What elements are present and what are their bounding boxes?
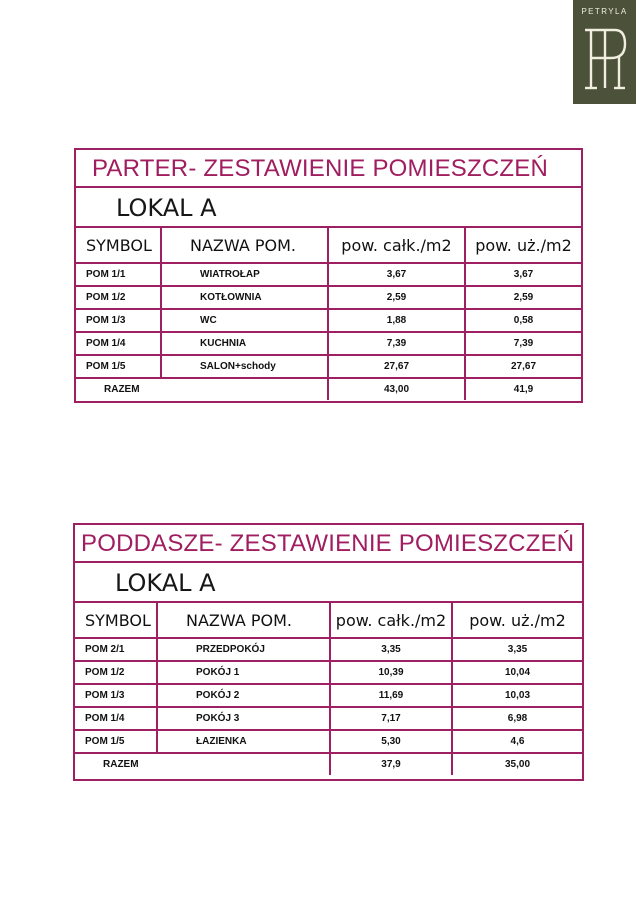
cell-room-name: WIATROŁAP — [161, 263, 328, 286]
cell-usable-area: 6,98 — [452, 707, 582, 730]
cell-symbol: POM 2/1 — [75, 638, 157, 661]
table-title: PODDASZE- ZESTAWIENIE POMIESZCZEŃ — [75, 525, 582, 563]
table-row — [75, 638, 582, 661]
cell-symbol: POM 1/2 — [75, 661, 157, 684]
brand-name: PETRYLA — [581, 7, 628, 16]
table-row — [75, 661, 582, 684]
cell-symbol: POM 1/1 — [76, 263, 161, 286]
column-header-usable-area: pow. uż./m2 — [465, 228, 581, 263]
cell-room-name: POKÓJ 2 — [157, 684, 330, 707]
cell-usable-area: 10,04 — [452, 661, 582, 684]
cell-usable-area: 2,59 — [465, 286, 581, 309]
poddasze-table — [73, 523, 584, 781]
cell-room-name: POKÓJ 1 — [157, 661, 330, 684]
room-schedule — [75, 603, 582, 775]
total-gross-area: 43,00 — [328, 378, 465, 400]
cell-symbol: POM 1/4 — [76, 332, 161, 355]
column-header-usable-area: pow. uż./m2 — [452, 603, 582, 638]
total-usable-area: 41,9 — [465, 378, 581, 400]
cell-symbol: POM 1/3 — [76, 309, 161, 332]
cell-gross-area: 1,88 — [328, 309, 465, 332]
header-row — [76, 228, 581, 263]
column-header-name: NAZWA POM. — [161, 228, 328, 263]
table-row — [76, 332, 581, 355]
table-row — [76, 286, 581, 309]
table-title: PARTER- ZESTAWIENIE POMIESZCZEŃ — [76, 150, 581, 188]
monogram-logo-icon — [581, 22, 629, 94]
total-usable-area: 35,00 — [452, 753, 582, 775]
cell-symbol: POM 1/3 — [75, 684, 157, 707]
total-gross-area: 37,9 — [330, 753, 452, 775]
cell-usable-area: 7,39 — [465, 332, 581, 355]
table-row — [76, 263, 581, 286]
column-header-gross-area: pow. całk./m2 — [328, 228, 465, 263]
total-row — [75, 753, 582, 775]
column-header-gross-area: pow. całk./m2 — [330, 603, 452, 638]
table-row — [76, 355, 581, 378]
cell-gross-area: 3,35 — [330, 638, 452, 661]
cell-gross-area: 11,69 — [330, 684, 452, 707]
parter-table — [74, 148, 583, 403]
cell-room-name: POKÓJ 3 — [157, 707, 330, 730]
cell-gross-area: 27,67 — [328, 355, 465, 378]
cell-usable-area: 4,6 — [452, 730, 582, 753]
header-row — [75, 603, 582, 638]
cell-room-name: KUCHNIA — [161, 332, 328, 355]
cell-gross-area: 5,30 — [330, 730, 452, 753]
cell-symbol: POM 1/4 — [75, 707, 157, 730]
column-header-symbol: SYMBOL — [76, 228, 161, 263]
total-label: RAZEM — [76, 378, 328, 400]
cell-gross-area: 7,17 — [330, 707, 452, 730]
cell-usable-area: 3,67 — [465, 263, 581, 286]
cell-gross-area: 2,59 — [328, 286, 465, 309]
total-label: RAZEM — [75, 753, 330, 775]
cell-usable-area: 0,58 — [465, 309, 581, 332]
cell-gross-area: 3,67 — [328, 263, 465, 286]
unit-label: LOKAL A — [76, 188, 581, 228]
column-header-symbol: SYMBOL — [75, 603, 157, 638]
cell-room-name: WC — [161, 309, 328, 332]
table-row — [75, 684, 582, 707]
room-schedule — [76, 228, 581, 400]
cell-gross-area: 10,39 — [330, 661, 452, 684]
cell-symbol: POM 1/5 — [76, 355, 161, 378]
table-row — [76, 309, 581, 332]
cell-room-name: SALON+schody — [161, 355, 328, 378]
cell-gross-area: 7,39 — [328, 332, 465, 355]
cell-usable-area: 3,35 — [452, 638, 582, 661]
table-row — [75, 730, 582, 753]
brand-logo — [573, 0, 636, 104]
cell-room-name: KOTŁOWNIA — [161, 286, 328, 309]
cell-symbol: POM 1/5 — [75, 730, 157, 753]
cell-room-name: PRZEDPOKÓJ — [157, 638, 330, 661]
cell-room-name: ŁAZIENKA — [157, 730, 330, 753]
table-row — [75, 707, 582, 730]
total-row — [76, 378, 581, 400]
unit-label: LOKAL A — [75, 563, 582, 603]
cell-symbol: POM 1/2 — [76, 286, 161, 309]
column-header-name: NAZWA POM. — [157, 603, 330, 638]
cell-usable-area: 10,03 — [452, 684, 582, 707]
cell-usable-area: 27,67 — [465, 355, 581, 378]
